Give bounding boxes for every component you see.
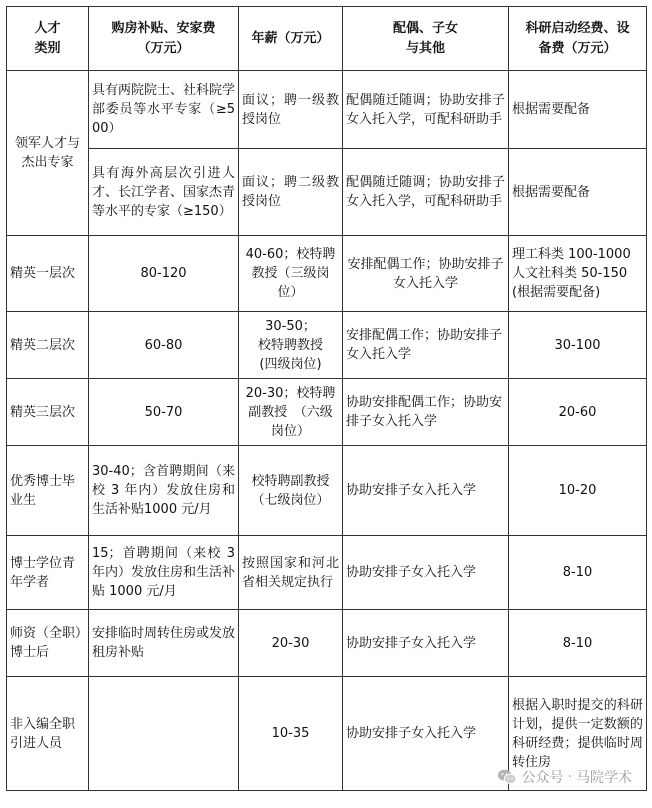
spouse-cell: 协助安排子女入托入学 xyxy=(343,446,509,536)
research-cell: 10-20 xyxy=(509,446,647,536)
spouse-cell: 协助安排子女入托入学 xyxy=(343,536,509,610)
salary-cell: 20-30；校特聘副教授 （六级岗位） xyxy=(239,379,343,446)
salary-cell: 20-30 xyxy=(239,610,343,677)
spouse-cell: 配偶随迁随调；协助安排子女入托入学，可配科研助手 xyxy=(343,71,509,149)
spouse-cell: 安排配偶工作；协助安排子女入托入学 xyxy=(343,236,509,312)
housing-cell: 15；首聘期间（来校 3 年内）发放住房和生活补贴 1000 元/月 xyxy=(89,536,239,610)
header-housing: 购房补贴、安家费 （万元） xyxy=(89,7,239,71)
category-cell: 师资（全职）博士后 xyxy=(7,610,89,677)
spouse-cell: 协助安排子女入托入学 xyxy=(343,610,509,677)
header-row xyxy=(7,7,647,71)
header-salary: 年薪（万元） xyxy=(239,7,343,71)
category-cell: 优秀博士毕业生 xyxy=(7,446,89,536)
housing-cell: 具有两院院士、社科院学部委员等水平专家（≥500） xyxy=(89,71,239,149)
spouse-cell: 配偶随迁随调；协助安排子女入托入学，可配科研助手 xyxy=(343,149,509,236)
category-cell: 领军人才与 杰出专家 xyxy=(7,71,89,236)
category-cell: 精英三层次 xyxy=(7,379,89,446)
spouse-cell: 协助安排配偶工作；协助安排子女入托入学 xyxy=(343,379,509,446)
table-row-young-scholar xyxy=(7,536,647,610)
spouse-cell: 协助安排子女入托入学 xyxy=(343,677,509,791)
salary-cell: 面议；聘一级教授岗位 xyxy=(239,71,343,149)
header-research: 科研启动经费、设 备费（万元） xyxy=(509,7,647,71)
table-row-phd-graduate xyxy=(7,446,647,536)
salary-cell: 40-60；校特聘教授（三级岗位） xyxy=(239,236,343,312)
category-cell: 博士学位青年学者 xyxy=(7,536,89,610)
salary-cell: 按照国家和河北省相关规定执行 xyxy=(239,536,343,610)
housing-cell: 50-70 xyxy=(89,379,239,446)
table-row-elite-2 xyxy=(7,312,647,379)
research-cell: 30-100 xyxy=(509,312,647,379)
table-row-leader-1 xyxy=(7,71,647,149)
research-cell: 8-10 xyxy=(509,536,647,610)
talent-policy-table xyxy=(6,6,647,791)
salary-cell: 10-35 xyxy=(239,677,343,791)
housing-cell: 30-40；含首聘期间（来校 3 年内）发放住房和生活补贴1000 元/月 xyxy=(89,446,239,536)
table-row-postdoc xyxy=(7,610,647,677)
housing-cell xyxy=(89,677,239,791)
table-row-elite-3 xyxy=(7,379,647,446)
research-cell: 根据需要配备 xyxy=(509,149,647,236)
watermark-account: 马院学术 xyxy=(576,770,632,786)
category-cell: 非入编全职引进人员 xyxy=(7,677,89,791)
watermark xyxy=(496,766,632,788)
housing-cell: 80-120 xyxy=(89,236,239,312)
category-cell: 精英二层次 xyxy=(7,312,89,379)
salary-cell: 30-50； 校特聘教授 (四级岗位) xyxy=(239,312,343,379)
housing-cell: 具有海外高层次引进人才、长江学者、国家杰青等水平的专家（≥150） xyxy=(89,149,239,236)
salary-cell: 面议；聘二级教授岗位 xyxy=(239,149,343,236)
spouse-cell: 安排配偶工作；协助安排子女入托入学 xyxy=(343,312,509,379)
wechat-icon xyxy=(496,766,518,788)
salary-cell: 校特聘副教授（七级岗位） xyxy=(239,446,343,536)
research-cell: 理工科类 100-1000 人文社科类 50-150 (根据需要配备) xyxy=(509,236,647,312)
research-cell: 根据入职时提交的科研计划，提供一定数额的科研经费；提供临时周转住房 xyxy=(509,677,647,791)
table-row-elite-1 xyxy=(7,236,647,312)
housing-cell: 60-80 xyxy=(89,312,239,379)
header-category: 人才 类别 xyxy=(7,7,89,71)
category-cell: 精英一层次 xyxy=(7,236,89,312)
research-cell: 20-60 xyxy=(509,379,647,446)
housing-cell: 安排临时周转住房或发放租房补贴 xyxy=(89,610,239,677)
research-cell: 根据需要配备 xyxy=(509,71,647,149)
research-cell: 8-10 xyxy=(509,610,647,677)
watermark-separator: · xyxy=(567,769,572,785)
watermark-source: 公众号 xyxy=(521,770,564,786)
header-spouse: 配偶、子女 与其他 xyxy=(343,7,509,71)
table-row-leader-2 xyxy=(7,149,647,236)
